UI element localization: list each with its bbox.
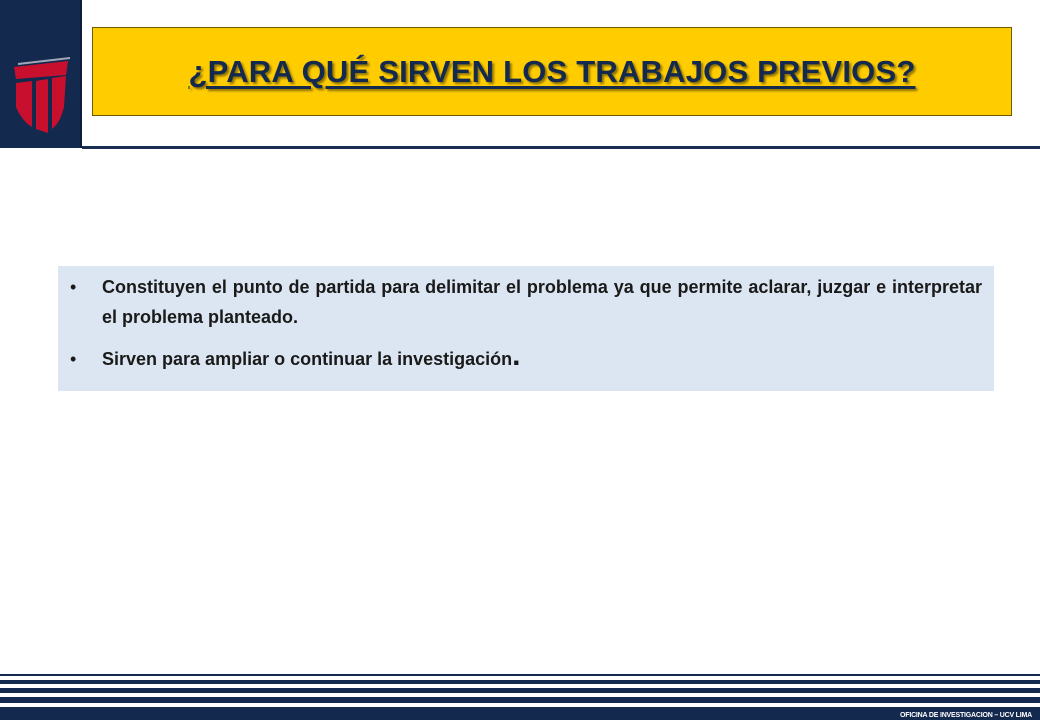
page-title: ¿PARA QUÉ SIRVEN LOS TRABAJOS PREVIOS?	[188, 53, 916, 89]
list-item	[70, 339, 982, 374]
logo-panel	[0, 0, 82, 148]
bullet-text: Constituyen el punto de partida para delimitar el problema ya que permite aclarar, juzgar e interpretar el problema planteado.	[102, 277, 982, 327]
bullet-text: Sirven para ampliar o continuar la investigación	[102, 349, 513, 369]
footer-stripe	[0, 688, 1040, 693]
bullet-icon: •	[70, 277, 77, 297]
footer-stripes	[0, 674, 1040, 720]
footer-text: OFICINA DE INVESTIGACION – UCV LIMA	[900, 712, 1032, 719]
title-banner	[92, 27, 1012, 116]
bullet-icon: •	[70, 349, 77, 369]
ucv-shield-logo-icon	[10, 57, 72, 137]
bullet-text-wrapper	[102, 339, 982, 374]
footer-stripe	[0, 707, 1040, 720]
bullet-period: .	[512, 339, 521, 372]
header-rule	[82, 146, 1040, 149]
list-item	[70, 272, 982, 332]
content-box	[58, 266, 994, 391]
footer-stripe	[0, 674, 1040, 676]
footer-stripe	[0, 680, 1040, 684]
footer-stripe	[0, 697, 1040, 703]
